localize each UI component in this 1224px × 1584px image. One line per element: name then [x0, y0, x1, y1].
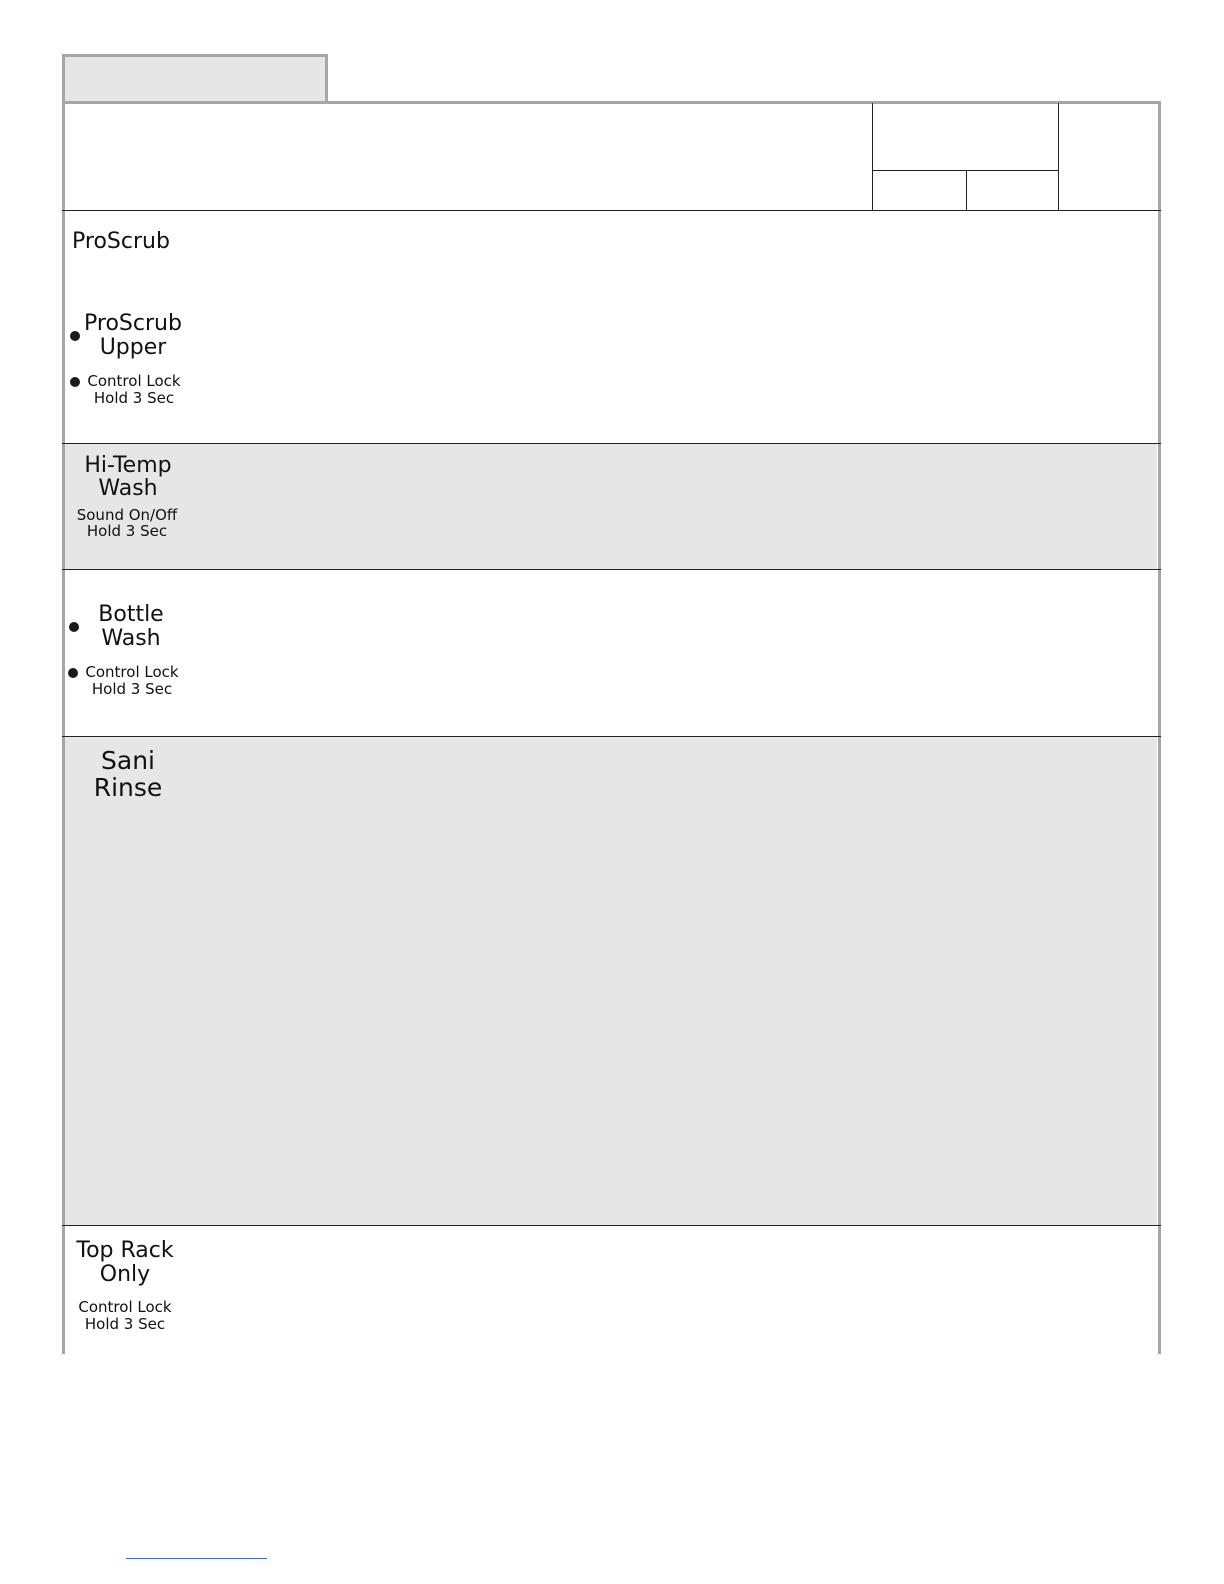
- sound-on-off-hint: Sound On/Off Hold 3 Sec: [76, 506, 178, 540]
- sani-rinse-label: Sani Rinse: [93, 746, 163, 802]
- header-subdivider: [872, 170, 1058, 171]
- bottle-wash-label: Bottle Wash: [98, 602, 164, 651]
- control-lock-hint: Control Lock Hold 3 Sec: [85, 663, 179, 698]
- proscrub-label: ProScrub: [72, 229, 170, 254]
- hi-temp-wash-label: Hi-Temp Wash: [84, 453, 172, 501]
- row-separator-4: [62, 1225, 1161, 1226]
- indicator-icon: [69, 622, 79, 632]
- indicator-icon: [68, 668, 78, 678]
- header-divider-1: [872, 103, 873, 210]
- footer-link-underline[interactable]: [126, 1558, 267, 1559]
- row-separator-header: [62, 210, 1161, 211]
- header-tab: [62, 54, 328, 103]
- hi-temp-row-shading: [65, 444, 1157, 569]
- sani-rinse-row-shading: [65, 737, 1157, 1225]
- row-separator-3: [62, 736, 1161, 737]
- control-lock-hint: Control Lock Hold 3 Sec: [87, 372, 181, 407]
- row-separator-1: [62, 443, 1161, 444]
- proscrub-upper-label: ProScrub Upper: [84, 311, 182, 360]
- indicator-icon: [70, 331, 80, 341]
- row-separator-2: [62, 569, 1161, 570]
- top-rack-only-label: Top Rack Only: [76, 1238, 174, 1287]
- control-lock-hint: Control Lock Hold 3 Sec: [78, 1298, 172, 1333]
- header-divider-2: [1058, 103, 1059, 210]
- indicator-icon: [70, 377, 80, 387]
- header-divider-3: [966, 170, 967, 210]
